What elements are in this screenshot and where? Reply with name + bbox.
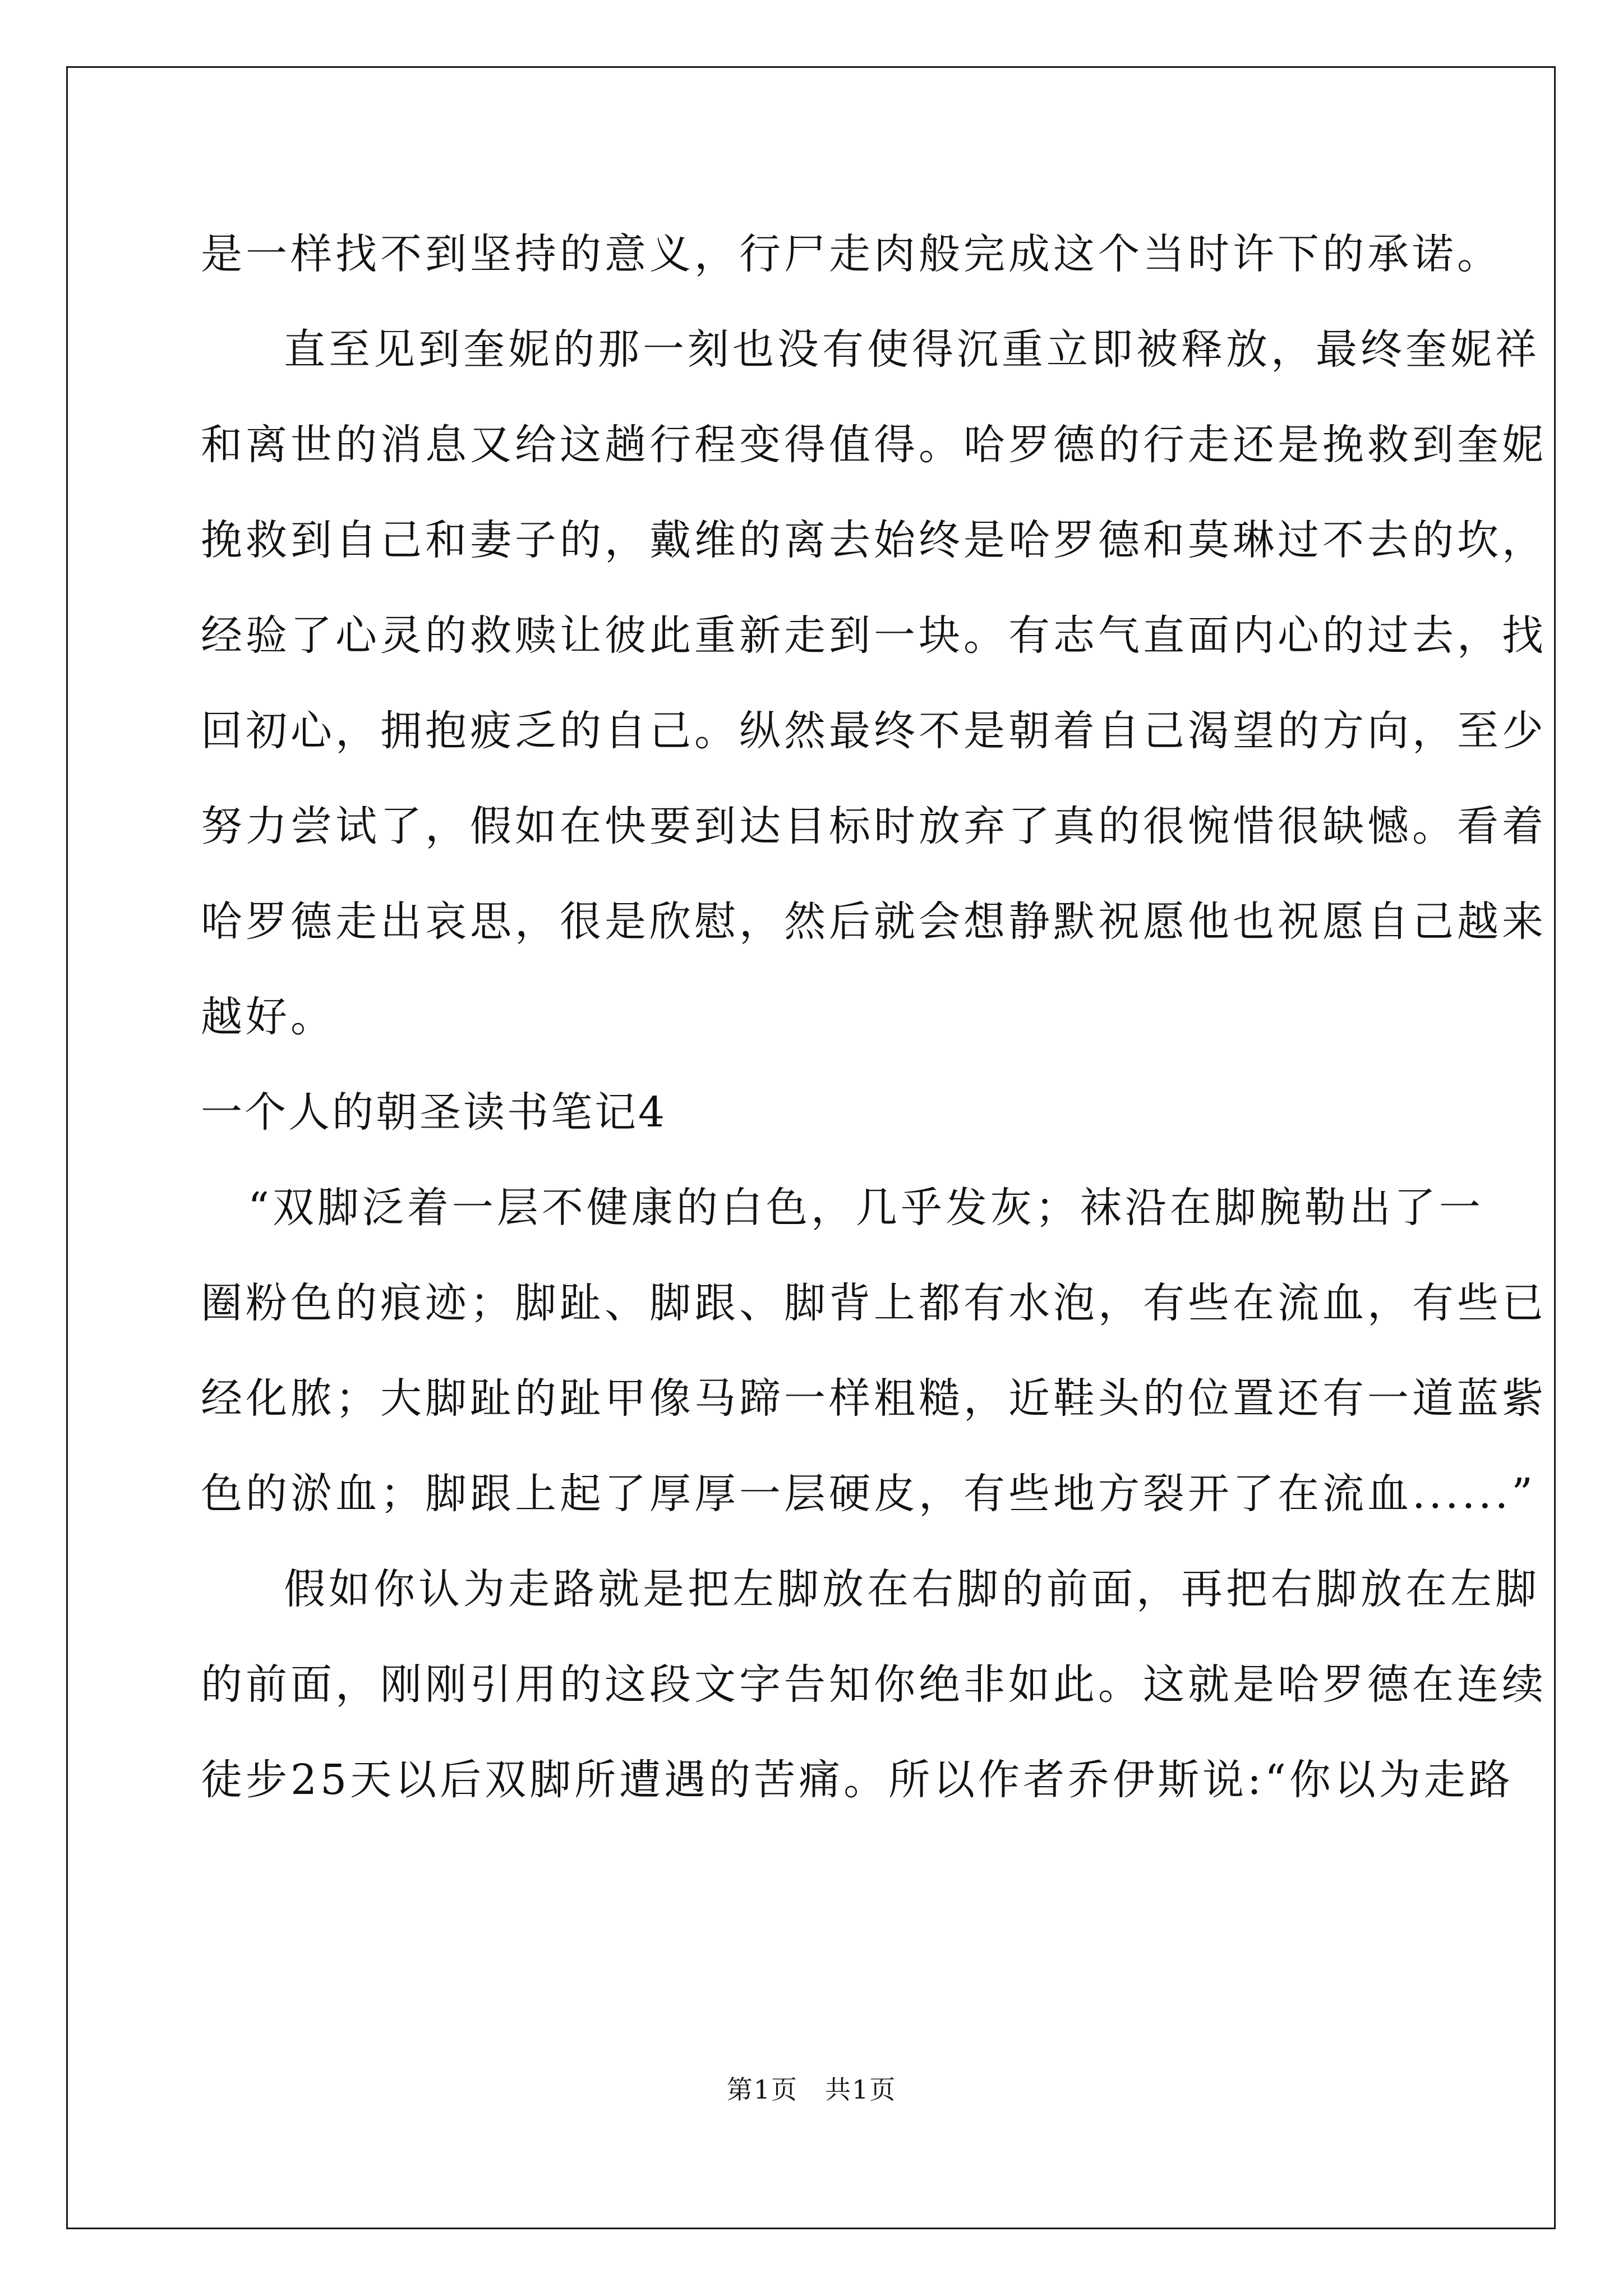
text-line: 努力尝试了，假如在快要到达目标时放弃了真的很惋惜很缺憾。看着 bbox=[201, 802, 1547, 850]
text-line: 越好。 bbox=[201, 993, 335, 1041]
text-line: 挽救到自己和妻子的，戴维的离去始终是哈罗德和莫琳过不去的坎， bbox=[201, 516, 1547, 564]
document-body bbox=[201, 206, 1547, 1828]
text-line: 圈粉色的痕迹；脚趾、脚跟、脚背上都有水泡，有些在流血，有些已 bbox=[201, 1279, 1547, 1327]
text-line: 哈罗德走出哀思，很是欣慰，然后就会想静默祝愿他也祝愿自己越来 bbox=[201, 898, 1547, 946]
paragraph bbox=[201, 302, 1547, 1065]
page-number: 第1页 共1页 bbox=[726, 2074, 897, 2105]
text-line: 经验了心灵的救赎让彼此重新走到一块。有志气直面内心的过去，找 bbox=[201, 611, 1547, 660]
text-line: 假如你认为走路就是把左脚放在右脚的前面，再把右脚放在左脚 bbox=[284, 1565, 1540, 1613]
text-line: 直至见到奎妮的那一刻也没有使得沉重立即被释放，最终奎妮祥 bbox=[284, 325, 1540, 374]
text-line: 是一样找不到坚持的意义，行尸走肉般完成这个当时许下的承诺。 bbox=[201, 230, 1502, 278]
text-line: 和离世的消息又给这趟行程变得值得。哈罗德的行走还是挽救到奎妮 bbox=[201, 421, 1547, 469]
text-line: 回初心，拥抱疲乏的自己。纵然最终不是朝着自己渴望的方向，至少 bbox=[201, 707, 1547, 755]
text-line: 色的淤血；脚跟上起了厚厚一层硬皮，有些地方裂开了在流血......” bbox=[201, 1470, 1536, 1518]
text-line: “双脚泛着一层不健康的白色，几乎发灰；袜沿在脚腕勒出了一 bbox=[248, 1184, 1484, 1232]
text-line: 经化脓；大脚趾的趾甲像马蹄一样粗糙，近鞋头的位置还有一道蓝紫 bbox=[201, 1374, 1547, 1423]
paragraph bbox=[201, 206, 1502, 302]
text-line: 的前面，刚刚引用的这段文字告知你绝非如此。这就是哈罗德在连续 bbox=[201, 1660, 1547, 1709]
paragraph bbox=[201, 1160, 1547, 1542]
paragraph bbox=[201, 1542, 1547, 1828]
section-heading: 一个人的朝圣读书笔记4 bbox=[201, 1088, 667, 1137]
text-line: 徒步25天以后双脚所遭遇的苦痛。所以作者乔伊斯说:“你以为走路 bbox=[201, 1756, 1514, 1804]
